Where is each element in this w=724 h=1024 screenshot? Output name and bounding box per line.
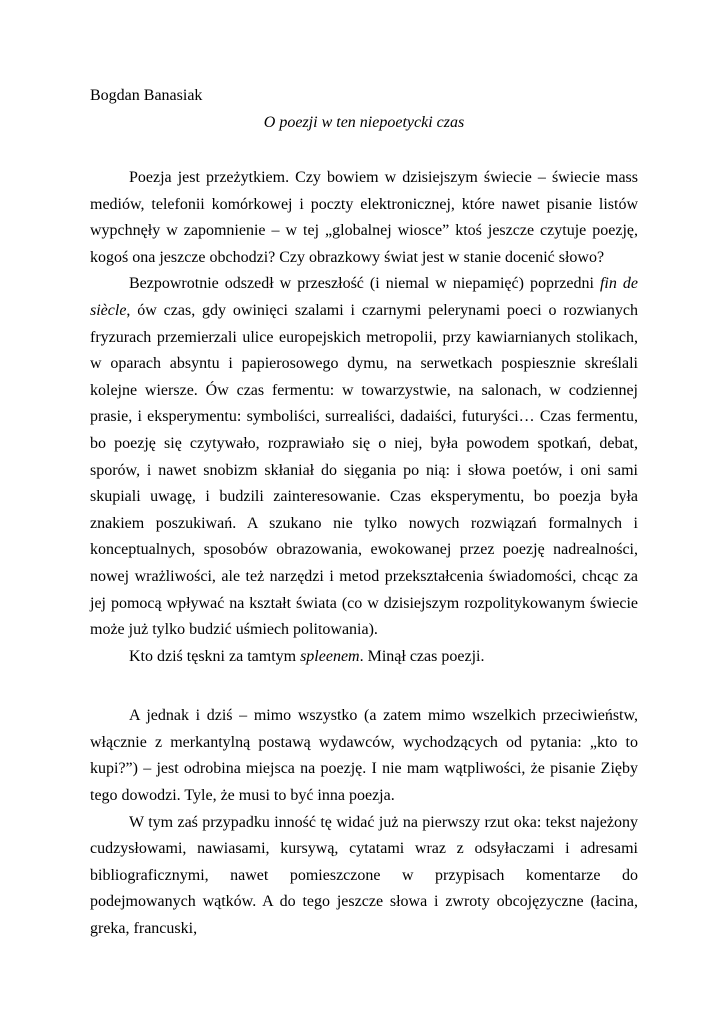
- paragraph-2-text-b: , ów czas, gdy owinięci szalami i czarnymi pelerynami poeci o rozwianych fryzurach przemierzali ulice europejskich metropolii, przy kawiarnianych stolikach, w oparach absyntu i papierosowego dymu, na serwetkach pospiesznie skreślali kolejne wiersze. Ów czas fermentu: w towarzystwie, na salonach, w codziennej prasie, i eksperymentu: symboliści, surrealiści, dadaiści, futuryści… Czas fermentu, bo poezję się czytywało, rozprawiało się o niej, była powodem spotkań, debat, sporów, i nawet snobizm skłaniał do sięgania po nią: i słowa poetów, i oni sami skupiali uwagę, i budzili zainteresowanie. Czas eksperymentu, bo poezja była znakiem poszukiwań. A szukano nie tylko nowych rozwiązań formalnych i konceptualnych, sposobów obrazowania, ewokowanej przez poezję nadrealności, nowej wrażliwości, ale też narzędzi i metod przekształcenia świadomości, chcąc za jej pomocą wpływać na kształt świata (co w dzisiejszym rozpolitykowanym świecie może już tylko budzić uśmiech politowania).: [90, 301, 638, 639]
- paragraph-2: [90, 271, 638, 643]
- section-break: [90, 670, 638, 703]
- paragraph-5: W tym zaś przypadku inność tę widać już na pierwszy rzut oka: tekst najeżony cudzysłowami, nawiasami, kursywą, cytatami wraz z odsyłaczami i adresami bibliograficznymi, nawet pomieszczone w przypisach komentarze do podejmowanych wątków. A do tego jeszcze słowa i zwroty obcojęzyczne (łacina, greka, francuski,: [90, 813, 638, 938]
- paragraph-3-text-a: Kto dziś tęskni za tamtym: [129, 647, 301, 665]
- document-page: [90, 86, 638, 943]
- paragraph-2-italic: fin de siècle: [90, 275, 638, 319]
- paragraph-1: Poezja jest przeżytkiem. Czy bowiem w dzisiejszym świecie – świecie mass mediów, telefonii komórkowej i poczty elektronicznej, które nawet pisanie listów wypchnęły w zapomnienie – w tej „globalnej wiosce” ktoś jeszcze czytuje poezję, kogoś ona jeszcze obchodzi? Czy obrazkowy świat jest w stanie docenić słowo?: [90, 169, 638, 266]
- paragraph-2-text-a: Bezpowrotnie odszedł w przeszłość (i niemal w niepamięć) poprzedni: [129, 275, 600, 293]
- paragraph-3-italic: spleenem: [300, 647, 360, 665]
- author-name: Bogdan Banasiak: [90, 87, 203, 104]
- spacer: [90, 133, 638, 165]
- paragraph-3-text-b: . Minął czas poezji.: [359, 647, 485, 665]
- essay-title: O poezji w ten niepoetycki czas: [263, 114, 465, 131]
- paragraph-4: A jednak i dziś – mimo wszystko (a zatem mimo wszelkich przeciwieństw, włącznie z merkantylną postawą wydawców, wychodzących od pytania: „kto to kupi?”) – jest odrobina miejsca na poezję. I nie mam wątpliwości, że pisanie Zięby tego dowodzi. Tyle, że musi to być inna poezja.: [90, 707, 638, 805]
- paragraph-3: [90, 644, 638, 671]
